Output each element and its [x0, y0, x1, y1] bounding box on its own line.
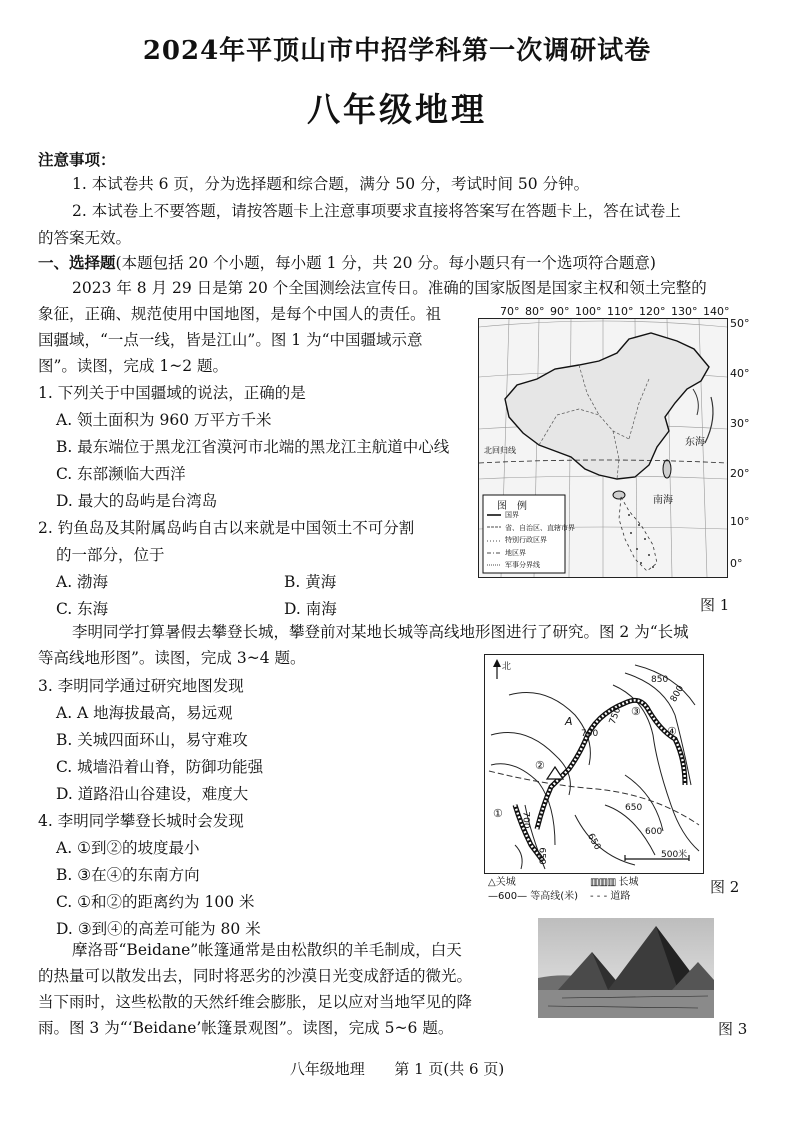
legend-item: 省、自治区、直辖市界	[505, 523, 575, 532]
q2-option-a: A. 渤海	[56, 573, 109, 591]
figure-2-contour-map	[484, 654, 704, 874]
q3-stem: 3. 李明同学通过研究地图发现	[38, 677, 244, 695]
contour-label: 700	[520, 811, 531, 829]
legend-item: 国界	[505, 511, 519, 519]
contour-label: 650	[584, 832, 603, 852]
exam-subtitle: 八年级地理	[307, 90, 487, 129]
passage-3-line-4: 雨。图 3 为“‘Beidane’帐篷景观图”。读图，完成 5~6 题。	[38, 1019, 454, 1037]
figure-3-tent-photo	[538, 918, 714, 1018]
q1-option-d: D. 最大的岛屿是台湾岛	[56, 492, 218, 510]
passage-1-line-3: 国疆域，“一点一线，皆是江山”。图 1 为“中国疆域示意	[38, 331, 423, 349]
exam-title: 2024年平顶山市中招学科第一次调研试卷	[142, 36, 652, 66]
section-1-desc: (本题包括 20 个小题，每小题 1 分，共 20 分。每小题只有一个选项符合题意)	[115, 254, 656, 272]
passage-3-line-1: 摩洛哥“Beidane”帐篷通常是由松散织的羊毛制成，白天	[72, 941, 462, 959]
q1-option-c: C. 东部濒临大西洋	[56, 465, 186, 483]
section-1-header	[38, 253, 656, 273]
passage-1-line-2: 象征，正确、规范使用中国地图，是每个中国人的责任。祖	[38, 305, 442, 323]
contour-label: 850	[651, 675, 669, 685]
figure-3-label: 图 3	[718, 1020, 748, 1038]
q1-option-b: B. 最东端位于黑龙江省漠河市北端的黑龙江主航道中心线	[56, 438, 450, 456]
q1-option-a: A. 领土面积为 960 万平方千米	[56, 411, 272, 429]
tent-photo-drawing	[538, 918, 714, 1018]
q2-option-c: C. 东海	[56, 600, 109, 618]
marker-2: ②	[535, 759, 545, 772]
q4-stem: 4. 李明同学攀登长城时会发现	[38, 812, 244, 830]
contour-label: 650	[536, 847, 547, 865]
legend-pass: △关城	[488, 877, 516, 888]
legend-road: - - - 道路	[590, 891, 631, 902]
marker-1: ①	[493, 807, 503, 820]
q2-stem-2: 的一部分，位于	[56, 546, 165, 564]
footer-subject: 八年级地理	[289, 1060, 365, 1078]
legend-contour: —600— 等高线(米)	[488, 891, 579, 902]
q1-stem: 1. 下列关于中国疆域的说法，正确的是	[38, 384, 306, 402]
footer-page-number: 第 1 页(共 6 页)	[394, 1060, 505, 1078]
contour-label: 700	[581, 729, 599, 739]
q2-option-b: B. 黄海	[284, 573, 337, 591]
legend-item: 军事分界线	[505, 561, 540, 569]
east-sea-label: 东海	[685, 437, 705, 448]
figure-2-legend	[488, 876, 578, 904]
map-longitude-labels: 70° 80° 90° 100° 110° 120° 130° 140°	[500, 305, 730, 318]
legend-item: 特别行政区界	[505, 536, 547, 544]
q4-option-d: D. ③到④的高差可能为 80 米	[56, 920, 261, 938]
notice-item-2b: 的答案无效。	[38, 229, 132, 247]
figure-2-label: 图 2	[710, 878, 740, 896]
exam-page: 2024年平顶山市中招学科第一次调研试卷 八年级地理 注意事项： 1. 本试卷共 6 页，分为选择题和综合题，满分 50 分，考试时间 50 分钟。 2. 本试卷上不要答题，请按答题卡上注意事项要求直接将答案写在答题卡上，答在试卷上 的答案无效。 一、选择题(本题包括 20 个小题，每小题 1 分，共 20 分。每小题只有一个选项符合题意) 2023 年 8 月 29 日是第 20 个全国测绘法宣传日。准确的国家版图是国家主权和领土完整的 象征，正确、规范使用中国地图，是每个中国人的责任。祖 国疆域，“一点一线，皆是江山”。图 1 为“中国疆域示意 图”。读图，完成 1~2 题。 1. 下列关于中国疆域的说法，正确的是 A. 领土面积为 960 万平方千米 B. 最东端位于黑龙江省漠河市北端的黑龙江主航道中心线 C. 东部濒临大西洋 D. 最大的岛屿是台湾岛 2. 钓鱼岛及其附属岛屿自古以来就是中国领土不可分割 的一部分，位于 A. 渤海 B. 黄海 C. 东海 D. 南海 北回归线 东海 南海 图 例 国界 省、自治区、直辖市界 特别行政区界 地区界 军事分界线 70° 80° 90° 100° 110° 120° 130° 140° 50° 40° 30° 20° 10° 0° 图 1 李明同学打算暑假去攀登长城，攀登前对某地长城等高线地形图进行了研究。图 2 为“长城 等高线地形图”。读图，完成 3~4 题。 3. 李明同学通过研究地图发现 A. A 地海拔最高，易远观 B. 关城四面环山，易守难攻 C. 城墙沿着山脊，防御功能强 D. 道路沿山谷建设，难度大 4. 李明同学攀登长城时会发现 A. ①到②的坡度最小 B. ③在④的东南方向 C. ①和②的距离约为 100 米 D. ③到④的高差可能为 80 米 北 850 800 750 700 650 600 650 700 650 A ① ② ③ ④ 500米 △关城 —600— 等高线(米) ▥▥▥ 长城 - - - 道路 图 2 摩洛哥“Beidane”帐篷通常是由松散织的羊毛制成，白天 的热量可以散发出去，同时将恶劣的沙漠日光变成舒适的微光。 当下雨时，这些松散的天然纤维会膨胀，足以应对当地罕见的降 雨。图 3 为“‘Beidane’帐篷景观图”。读图，完成 5~6 题。 图 3 八年级地理 第 1 页(共 6 页)	[0, 0, 794, 1122]
notice-heading: 注意事项：	[38, 150, 116, 169]
q3-option-a: A. A 地海拔最高，易远观	[56, 704, 233, 722]
passage-2-line-1: 李明同学打算暑假去攀登长城，攀登前对某地长城等高线地形图进行了研究。图 2 为“长城	[72, 623, 689, 641]
q2-stem-1: 2. 钓鱼岛及其附属岛屿自古以来就是中国领土不可分割	[38, 519, 415, 537]
legend-wall: ▥▥▥ 长城	[590, 877, 639, 888]
legend-title: 图 例	[497, 501, 527, 512]
passage-1-line-1: 2023 年 8 月 29 日是第 20 个全国测绘法宣传日。准确的国家版图是国家主权和领土完整的	[72, 279, 707, 297]
scale-label: 500米	[661, 850, 688, 860]
figure-2-legend-right	[590, 876, 639, 904]
north-label: 北	[502, 662, 512, 672]
contour-label: 800	[668, 684, 687, 704]
q3-option-d: D. 道路沿山谷建设，难度大	[56, 785, 249, 803]
passage-3-line-2: 的热量可以散发出去，同时将恶劣的沙漠日光变成舒适的微光。	[38, 967, 473, 985]
point-a-label: A	[565, 715, 573, 728]
south-sea-label: 南海	[653, 495, 673, 506]
page-footer	[0, 1058, 794, 1079]
q4-option-c: C. ①和②的距离约为 100 米	[56, 893, 255, 911]
passage-3-line-3: 当下雨时，这些松散的天然纤维会膨胀，足以应对当地罕见的降	[38, 993, 473, 1011]
q3-option-b: B. 关城四面环山，易守难攻	[56, 731, 248, 749]
tropic-of-cancer-label: 北回归线	[484, 446, 516, 455]
legend-items	[505, 509, 575, 572]
marker-4: ④	[667, 725, 677, 738]
marker-3: ③	[631, 705, 641, 718]
section-1-heading: 一、选择题	[38, 253, 116, 272]
contour-label: 750	[607, 706, 624, 726]
passage-1-line-4: 图”。读图，完成 1~2 题。	[38, 357, 228, 375]
passage-2-line-2: 等高线地形图”。读图，完成 3~4 题。	[38, 649, 306, 667]
q4-option-a: A. ①到②的坡度最小	[56, 839, 200, 857]
contour-label: 650	[625, 803, 643, 813]
legend-item: 地区界	[505, 548, 526, 557]
q2-option-d: D. 南海	[284, 600, 337, 618]
figure-1-label: 图 1	[700, 596, 730, 614]
figure-1-china-map	[478, 318, 728, 578]
notice-item-2a: 2. 本试卷上不要答题，请按答题卡上注意事项要求直接将答案写在答题卡上，答在试卷上	[72, 202, 681, 220]
q3-option-c: C. 城墙沿着山脊，防御功能强	[56, 758, 264, 776]
q4-option-b: B. ③在④的东南方向	[56, 866, 200, 884]
notice-item-1: 1. 本试卷共 6 页，分为选择题和综合题，满分 50 分，考试时间 50 分钟。	[72, 175, 590, 193]
contour-label: 600	[645, 827, 663, 837]
